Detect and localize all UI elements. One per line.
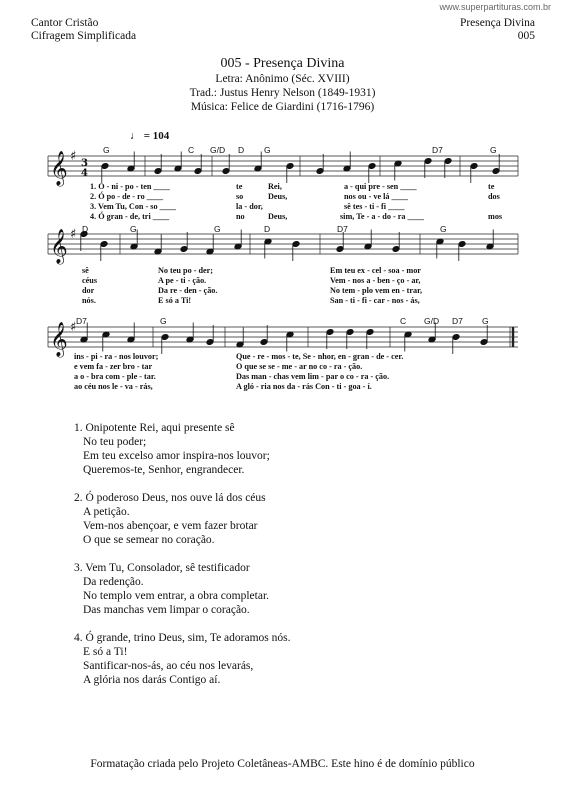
verse-line: 1. Onipotente Rei, aqui presente sê	[74, 422, 235, 434]
lyric-line: ins - pi - ra - nos louvor;	[74, 352, 159, 361]
treble-clef-icon: 𝄞	[50, 229, 68, 264]
treble-clef-icon: 𝄞	[50, 322, 68, 357]
page-title: 005 - Presença Divina	[220, 56, 345, 71]
lyric-line: Em teu ex - cel - soa - mor	[330, 266, 421, 275]
lyric-line: A gló - ria nos da - rás Con - ti - goa - í.	[236, 382, 372, 391]
chord: G	[103, 145, 110, 155]
lyric-line: 2. Ó po - de - ro ____	[90, 192, 164, 201]
lyric-word: dos	[488, 192, 500, 201]
chord: G	[440, 224, 447, 234]
verse-line: A petição.	[83, 506, 130, 518]
sharp-icon: ♯	[70, 320, 77, 335]
lyric-line: a o - bra com - ple - tar.	[74, 372, 156, 381]
verse-line: Vem-nos abençoar, e vem fazer brotar	[83, 520, 258, 532]
lyric-line: Da re - den - ção.	[158, 286, 218, 295]
verse-line: No teu poder;	[83, 436, 147, 448]
verse-2	[74, 491, 291, 547]
book-name: Cantor Cristão	[31, 17, 99, 29]
lyric-line: San - ti - fi - car - nos - ás,	[330, 296, 420, 305]
hymn-name: Presença Divina	[459, 17, 535, 29]
verse-line: Santificar-nos-ás, ao céu nos levarás,	[83, 660, 254, 672]
lyric-line: Que - re - mos - te, Se - nhor, en - gran - de - cer.	[236, 352, 404, 361]
lyric-word: la - dor,	[236, 202, 263, 211]
lyric-line: Vem - nos a - ben - ço - ar,	[330, 276, 421, 285]
lyric-word: te	[236, 182, 243, 191]
verse-line: Das manchas vem limpar o coração.	[83, 604, 250, 616]
chord: D7	[452, 316, 463, 326]
chord: D7	[337, 224, 348, 234]
lyric-word: sê	[82, 266, 89, 275]
lyric-line: No tem - plo vem en - trar,	[330, 286, 423, 295]
chord: D7	[432, 145, 443, 155]
lyric-line: E só a Ti!	[158, 296, 192, 305]
lyric-word: so	[236, 192, 244, 201]
chord: D7	[76, 316, 87, 326]
footer-note: Formatação criada pelo Projeto Coletâneas-AMBC. Este hino é de domínio público	[90, 758, 475, 770]
chord: G	[490, 145, 497, 155]
verse-3	[74, 561, 291, 617]
lyric-line: 1. O - ni - po - ten ____	[90, 182, 170, 191]
chord: C	[188, 145, 195, 155]
verse-line: Em teu excelso amor inspira-nos louvor;	[83, 450, 270, 462]
verse-line: 4. Ó grande, trino Deus, sim, Te adoramos nós.	[74, 632, 291, 644]
lyric-line: Das man - chas vem lim - par o co - ra - ção.	[236, 372, 390, 381]
lyric-line: nos ou - ve lá ____	[344, 192, 408, 201]
tempo-marking: ♩ = 104	[130, 130, 170, 142]
lyric-line: A pe - ti - ção.	[158, 276, 207, 285]
verse-line: Queremos-te, Senhor, engrandecer.	[83, 464, 245, 476]
staff-2	[48, 234, 518, 254]
lyric-word: nós.	[82, 296, 96, 305]
chord: G	[214, 224, 221, 234]
lyric-word: te	[488, 182, 495, 191]
lyric-word: Deus,	[268, 192, 288, 201]
lyric-word: céus	[82, 276, 98, 285]
time-signature: 3	[81, 158, 88, 169]
lyric-word: dor	[82, 286, 95, 295]
sharp-icon: ♯	[70, 227, 77, 242]
lyric-word: Rei,	[268, 182, 282, 191]
verse-line: No templo vem entrar, a obra completar.	[83, 590, 270, 602]
lyric-line: ao céu nos le - va - rás,	[74, 382, 153, 391]
chord: D	[238, 145, 245, 155]
verse-line: A glória nos darás Contigo aí.	[83, 674, 221, 686]
credit-translation: Trad.: Justus Henry Nelson (1849-1931)	[189, 87, 376, 99]
credit-lyrics: Letra: Anônimo (Séc. XVIII)	[215, 73, 350, 85]
hymn-number: 005	[517, 30, 535, 42]
time-signature: 4	[81, 168, 88, 179]
verse-line: 2. Ó poderoso Deus, nos ouve lá dos céus	[74, 492, 266, 504]
lyric-line: sim, Te - a - do - ra ____	[340, 212, 424, 221]
verse-1	[74, 421, 291, 477]
credit-music: Música: Felice de Giardini (1716-1796)	[190, 101, 375, 113]
lyric-line: O que se se - me - ar no co - ra - ção.	[236, 362, 363, 371]
sharp-icon: ♯	[70, 149, 77, 164]
chord: G/D	[210, 145, 226, 155]
verse-line: E só a Ti!	[83, 646, 128, 658]
lyric-word: Deus,	[268, 212, 288, 221]
lyric-word: mos	[488, 212, 503, 221]
lyric-line: 3. Vem Tu, Con - so ____	[90, 202, 176, 211]
chord: D	[264, 224, 271, 234]
verse-line: 3. Vem Tu, Consolador, sê testificador	[74, 562, 250, 574]
chord: G	[482, 316, 489, 326]
chord: G	[160, 316, 167, 326]
lyric-word: no	[236, 212, 245, 221]
lyric-line: sê tes - ti - fi ____	[344, 202, 405, 211]
verses	[74, 421, 291, 701]
verse-line: O que se semear no coração.	[83, 534, 215, 546]
chord: G	[264, 145, 271, 155]
staff-3	[48, 327, 518, 347]
lyric-line: e vem fa - zer bro - tar	[74, 362, 153, 371]
chord: D	[82, 224, 89, 234]
edition-name: Cifragem Simplificada	[31, 30, 137, 42]
verse-line: Da redenção.	[83, 576, 144, 588]
lyric-line: No teu po - der;	[158, 266, 214, 275]
chord: G	[130, 224, 137, 234]
verse-4	[74, 631, 291, 687]
lyric-line: 4. Ó gran - de, tri ____	[90, 212, 170, 221]
chord: C	[400, 316, 407, 326]
lyric-line: a - qui pre - sen ____	[344, 182, 417, 191]
treble-clef-icon: 𝄞	[50, 151, 68, 186]
chord: G/D	[424, 316, 440, 326]
site-url[interactable]: www.superpartituras.com.br	[439, 2, 551, 12]
